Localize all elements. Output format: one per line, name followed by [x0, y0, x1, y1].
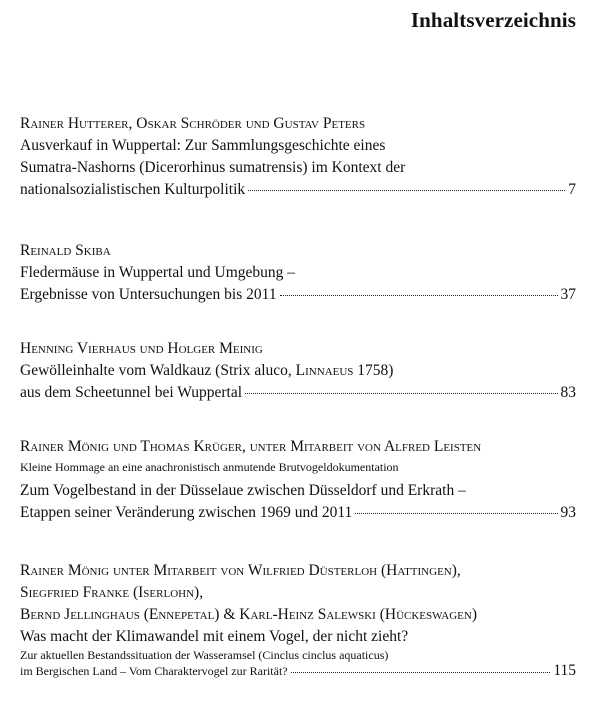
entry-title-line: Etappen seiner Veränderung zwischen 1969 und 2011 [20, 504, 353, 521]
entry-page-number: 83 [560, 384, 576, 401]
entry-authors: Siegfried Franke (Iserlohn), [20, 584, 204, 601]
entry-last-line [20, 284, 576, 306]
entry-page-number: 7 [568, 181, 576, 198]
toc-entry-3 [20, 338, 576, 404]
entry-title-line: Was macht der Klimawandel mit einem Vogel, der nicht zieht? [20, 628, 409, 645]
dot-leader [248, 190, 565, 191]
entry-page-number: 37 [560, 286, 576, 303]
entry-subtitle: Zur aktuellen Bestandssituation der Wasseramsel (Cinclus cinclus aquaticus) [20, 648, 389, 662]
dot-leader [245, 393, 557, 394]
entry-title-line: nationalsozialistischen Kulturpolitik [20, 181, 246, 198]
entry-subtitle: Kleine Hommage an eine anachronistisch anmutende Brutvogeldokumentation [20, 460, 399, 474]
toc-entry-1 [20, 113, 576, 201]
entry-title-line: Fledermäuse in Wuppertal und Umgebung – [20, 264, 296, 281]
entry-title-line: Sumatra-Nashorns (Dicerorhinus sumatrensis) im Kontext der [20, 159, 406, 176]
entry-last-line [20, 179, 576, 201]
toc-entry-5 [20, 560, 576, 679]
entry-authors: Henning Vierhaus und Holger Meinig [20, 340, 263, 357]
dot-leader [291, 672, 551, 673]
entry-authors: Rainer Hutterer, Oskar Schröder und Gustav Peters [20, 115, 366, 132]
entry-authors: Rainer Mönig unter Mitarbeit von Wilfried Düsterloh (Hattingen), [20, 562, 461, 579]
entry-authors: Reinald Skiba [20, 242, 111, 259]
entry-title-text: 1758) [353, 362, 394, 379]
entry-last-line [20, 502, 576, 524]
toc-entry-4 [20, 436, 576, 524]
entry-subtitle: im Bergischen Land – Vom Charaktervogel zur Rarität? [20, 664, 288, 678]
entry-page-number: 93 [560, 504, 576, 521]
entry-title-line: aus dem Scheetunnel bei Wuppertal [20, 384, 243, 401]
entry-title-line: Ergebnisse von Untersuchungen bis 2011 [20, 286, 277, 303]
entry-last-line [20, 382, 576, 404]
entry-title-line: Ausverkauf in Wuppertal: Zur Sammlungsgeschichte eines [20, 137, 386, 154]
entry-last-line [20, 663, 576, 679]
entry-title-text: Gewölleinhalte vom Waldkauz (Strix aluco, [20, 362, 296, 379]
entry-title-line [20, 360, 576, 382]
entry-page-number: 115 [553, 662, 576, 679]
entry-title-line: Zum Vogelbestand in der Düsselaue zwischen Düsseldorf und Erkrath – [20, 482, 466, 499]
page-title: Inhaltsverzeichnis [410, 8, 576, 32]
dot-leader [355, 513, 557, 514]
dot-leader [280, 295, 558, 296]
entry-authors: Bernd Jellinghaus (Ennepetal) & Karl-Heinz Salewski (Hückeswagen) [20, 606, 478, 623]
toc-entry-2 [20, 240, 576, 306]
entry-authors: Rainer Mönig und Thomas Krüger, unter Mitarbeit von Alfred Leisten [20, 438, 482, 455]
taxon-author: Linnaeus [295, 362, 354, 379]
